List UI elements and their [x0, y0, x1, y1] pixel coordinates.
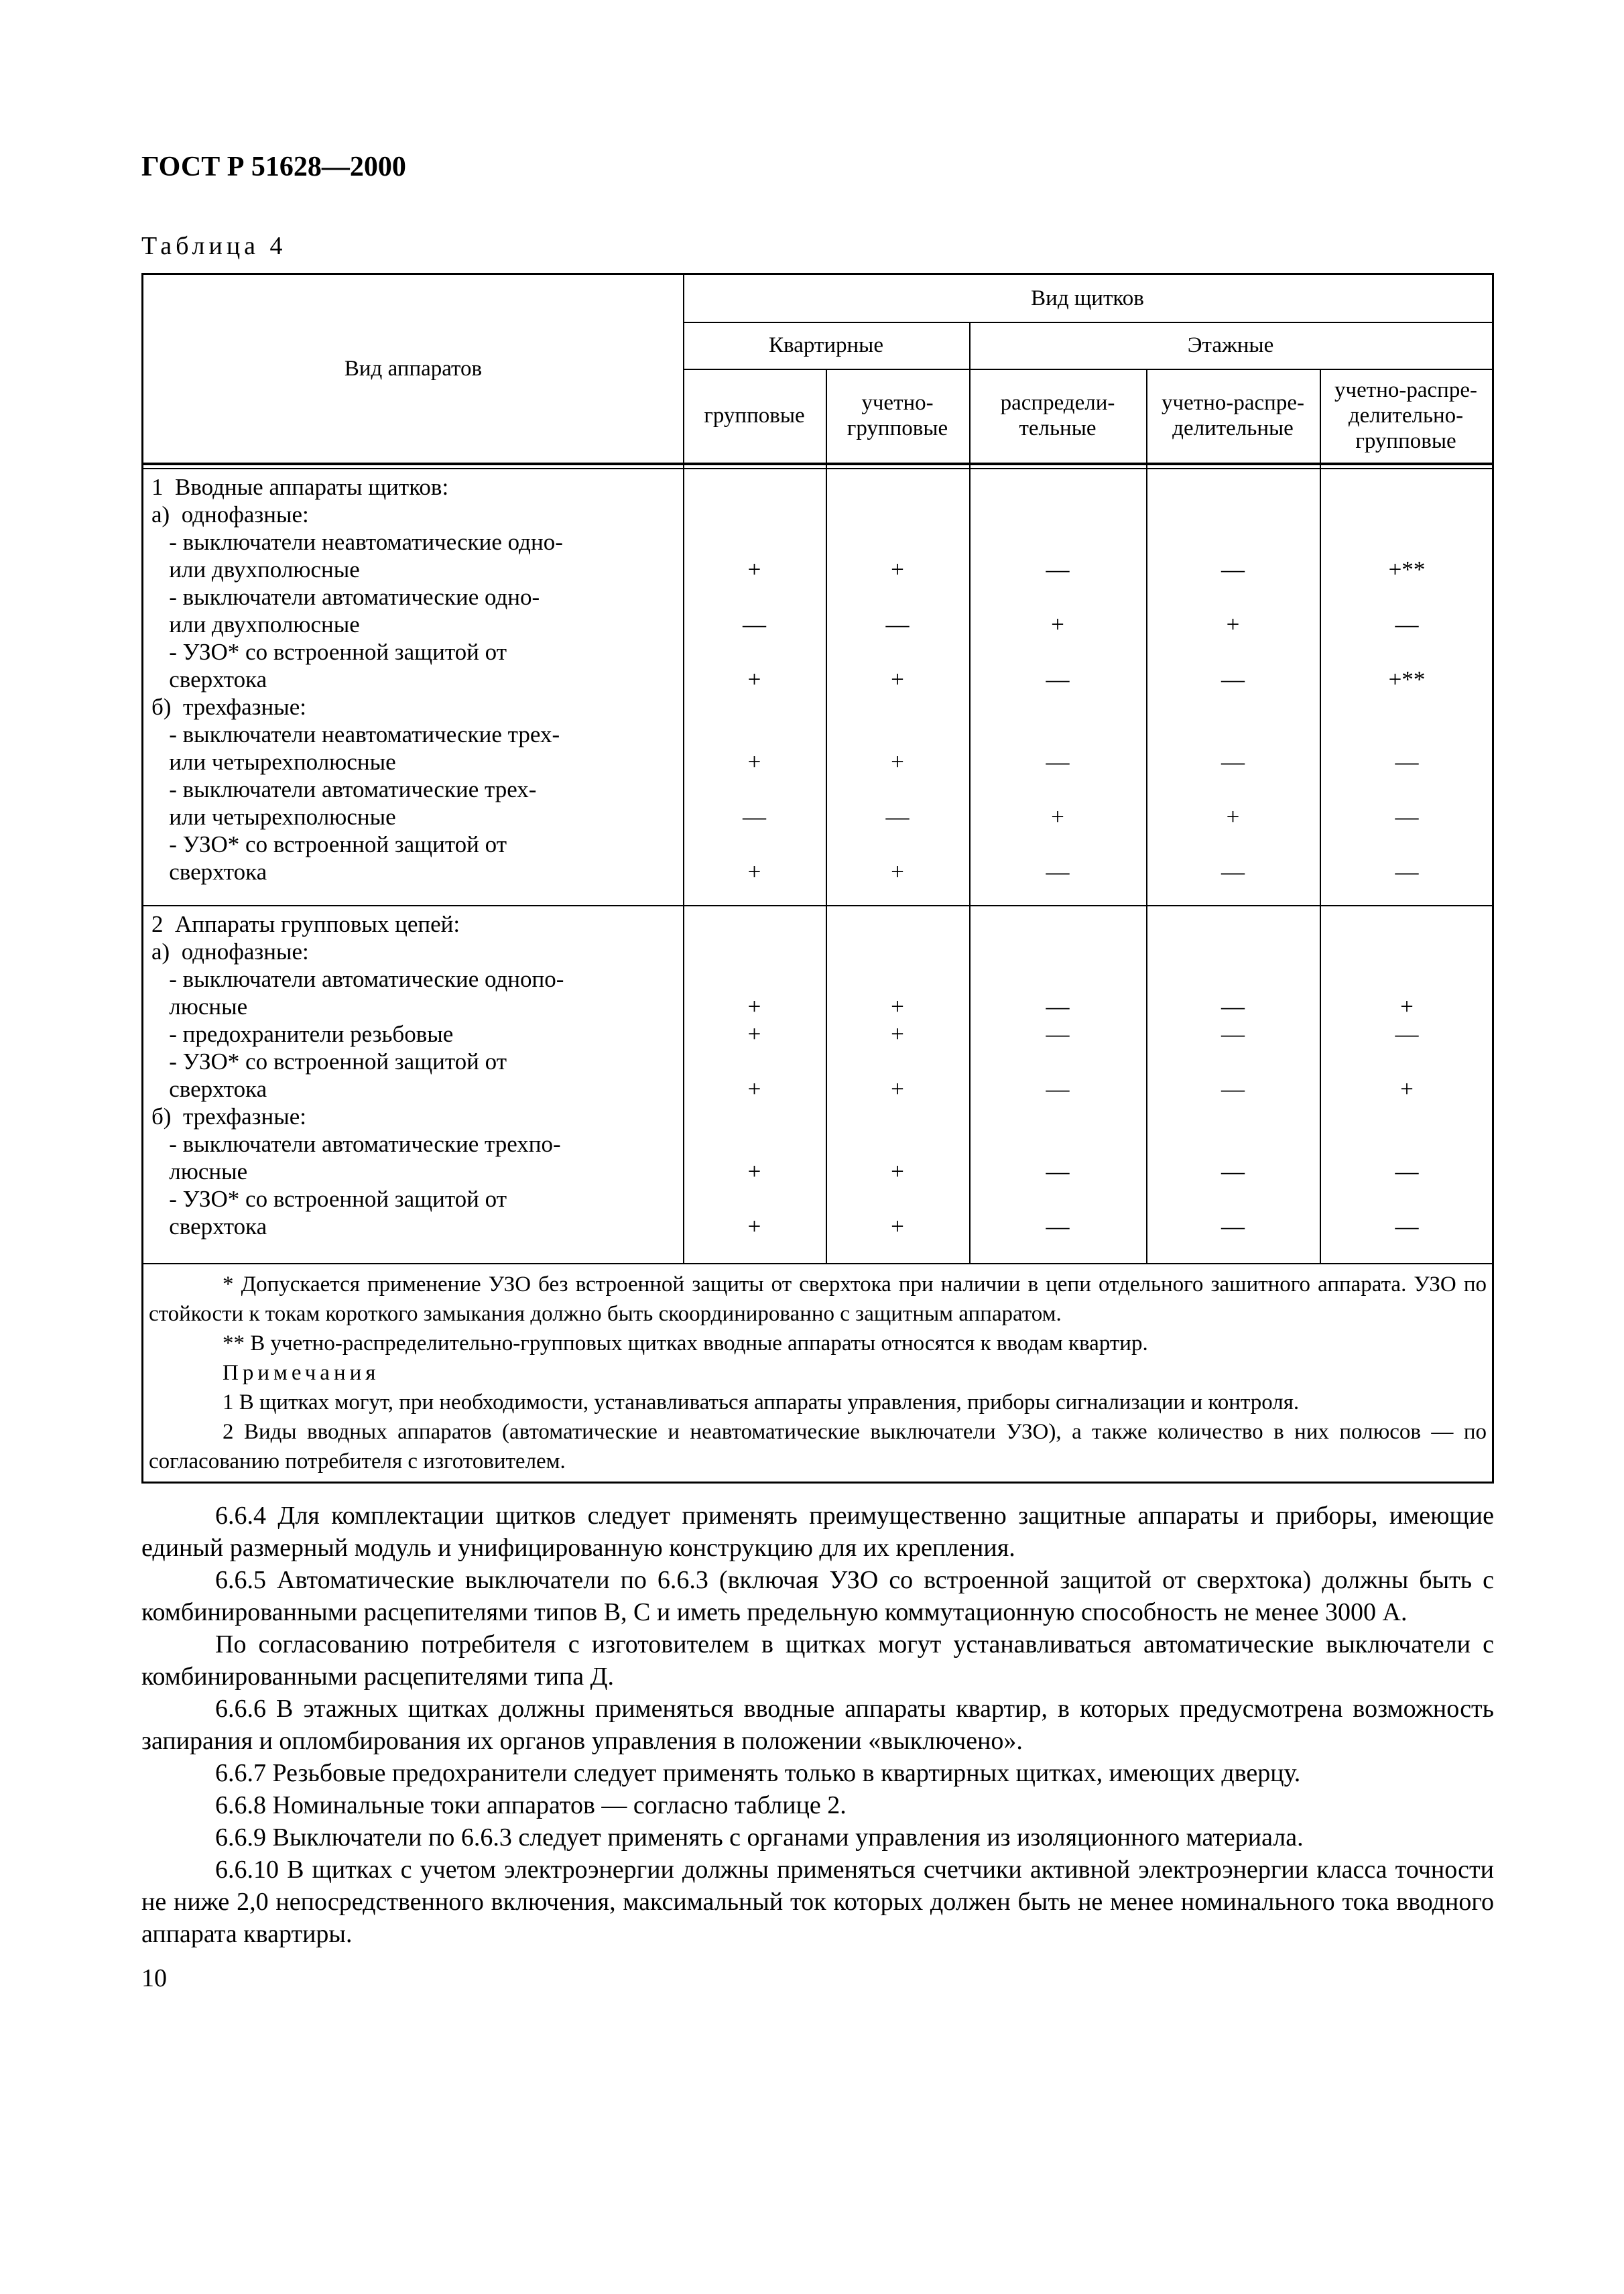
applicability-mark: +	[747, 859, 761, 885]
header-floor: Этажные	[1187, 333, 1274, 357]
row-label: или двухполюсные	[151, 556, 360, 583]
applicability-mark: —	[1221, 993, 1245, 1020]
row-label: сверхтока	[151, 666, 267, 692]
row-label: 2 Аппараты групповых цепей:	[151, 911, 460, 937]
applicability-mark: —	[1221, 749, 1245, 775]
row-label: а) однофазные:	[151, 939, 309, 965]
applicability-mark: +	[1226, 611, 1240, 638]
applicability-mark: +	[747, 1021, 761, 1047]
applicability-mark: +	[891, 1213, 904, 1240]
row-label: сверхтока	[151, 1213, 267, 1240]
applicability-mark: +	[747, 556, 761, 583]
applicability-mark: +**	[1388, 556, 1426, 583]
applicability-mark: —	[1046, 859, 1070, 885]
applicability-mark: +	[891, 556, 904, 583]
subheader-metering-distribution-group: учетно-распре-делительно-групповые	[1334, 378, 1477, 453]
applicability-mark: —	[1046, 1021, 1070, 1047]
row-label: или четырехполюсные	[151, 804, 396, 830]
applicability-mark: +	[1400, 993, 1414, 1020]
applicability-mark: +	[747, 1158, 761, 1185]
header-device-type: Вид аппаратов	[344, 357, 483, 381]
row-label: - УЗО* со встроенной защитой от	[151, 1048, 507, 1075]
notes-heading: Примечания	[223, 1361, 380, 1385]
clause-6-6-8: 6.6.8 Номинальные токи аппаратов — согласно таблице 2.	[215, 1791, 847, 1819]
applicability-mark: —	[1221, 556, 1245, 583]
clause-6-6-5-cont: По согласованию потребителя с изготовителем в щитках могут устанавливаться автоматические выключатели с комбинированными расцепителями типа Д.	[141, 1630, 1494, 1691]
row-label: - УЗО* со встроенной защитой от	[151, 639, 507, 665]
applicability-mark: —	[885, 804, 910, 830]
note-2: 2 Виды вводных аппаратов (автоматические и неавтоматические выключатели УЗО), а также количество в них полюсов — по согласованию потребителя с изготовителем.	[149, 1420, 1487, 1473]
applicability-mark: +	[747, 1076, 761, 1102]
applicability-mark: —	[743, 611, 766, 638]
note-footnote-1: * Допускается применение УЗО без встроенной защиты от сверхтока при наличии в цепи отдельного зашитного аппарата. УЗО по стойкости к токам короткого замыкания должно быть скоординированно с защитным аппаратом.	[149, 1272, 1487, 1326]
row-label: или двухполюсные	[151, 611, 360, 638]
applicability-mark: —	[1221, 859, 1245, 885]
applicability-mark: +	[747, 993, 761, 1020]
body-text	[141, 1500, 1494, 1950]
row-label: люсные	[151, 993, 248, 1020]
row-label: б) трехфазные:	[151, 694, 306, 720]
note-1: 1 В щитках могут, при необходимости, устанавливаться аппараты управления, приборы сигнализации и контроля.	[223, 1390, 1300, 1414]
subheader-metering-group: учетно-групповые	[847, 391, 948, 440]
table-4	[141, 273, 1494, 1484]
applicability-mark: +	[891, 1076, 904, 1102]
applicability-mark: —	[1395, 804, 1419, 830]
table-notes	[149, 1270, 1487, 1482]
header-apartment: Квартирные	[769, 333, 883, 357]
row-label: б) трехфазные:	[151, 1103, 306, 1130]
row-label: - предохранители резьбовые	[151, 1021, 454, 1047]
applicability-mark: +	[891, 993, 904, 1020]
applicability-mark: +	[747, 1213, 761, 1240]
applicability-mark: —	[1395, 1158, 1419, 1185]
row-label: - выключатели автоматические трехпо-	[151, 1131, 561, 1157]
row-label: а) однофазные:	[151, 501, 309, 528]
page-number: 10	[141, 1964, 167, 1992]
applicability-mark: —	[1395, 1213, 1419, 1240]
applicability-mark: +	[747, 749, 761, 775]
row-label: - выключатели автоматические одно-	[151, 584, 540, 610]
row-label: сверхтока	[151, 859, 267, 885]
page-content	[141, 273, 1494, 1993]
applicability-mark: —	[1221, 666, 1245, 692]
clause-6-6-5: 6.6.5 Автоматические выключатели по 6.6.3 (включая УЗО со встроенной защитой от сверхтока) должны быть с комбинированными расцепителями типов В, С и иметь предельную коммутационную способность не менее 3000 А.	[141, 1566, 1494, 1626]
applicability-mark: —	[1046, 993, 1070, 1020]
document-code: ГОСТ Р 51628—2000	[141, 152, 406, 182]
row-label: - выключатели неавтоматические одно-	[151, 529, 563, 555]
applicability-mark: —	[1046, 1076, 1070, 1102]
row-label: - УЗО* со встроенной защитой от	[151, 831, 507, 857]
row-label: 1 Вводные аппараты щитков:	[151, 474, 449, 500]
applicability-mark: +	[891, 666, 904, 692]
applicability-mark: +	[1051, 611, 1064, 638]
row-label: - УЗО* со встроенной защитой от	[151, 1186, 507, 1212]
row-label: сверхтока	[151, 1076, 267, 1102]
subheader-distribution: распредели-тельные	[1000, 391, 1115, 440]
applicability-mark: +**	[1388, 666, 1426, 692]
applicability-mark: —	[1395, 859, 1419, 885]
note-footnote-2: ** В учетно-распределительно-групповых щитках вводные аппараты относятся к вводам квартир.	[223, 1331, 1148, 1355]
applicability-mark: —	[1221, 1213, 1245, 1240]
applicability-mark: —	[1221, 1021, 1245, 1047]
applicability-mark: —	[1395, 1021, 1419, 1047]
applicability-mark: +	[891, 749, 904, 775]
applicability-mark: +	[1226, 804, 1240, 830]
table-caption: Таблица 4	[141, 232, 287, 260]
clause-6-6-6: 6.6.6 В этажных щитках должны применяться вводные аппараты квартир, в которых предусмотрена возможность запирания и опломбирования их органов управления в положении «выключено».	[141, 1695, 1494, 1755]
applicability-mark: +	[1400, 1076, 1414, 1102]
clause-6-6-9: 6.6.9 Выключатели по 6.6.3 следует применять с органами управления из изоляционного материала.	[215, 1823, 1304, 1852]
row-label: - выключатели неавтоматические трех-	[151, 721, 560, 747]
subheader-metering-distribution: учетно-распре-делительные	[1162, 391, 1304, 440]
applicability-mark: —	[1395, 611, 1419, 638]
clause-6-6-7: 6.6.7 Резьбовые предохранители следует применять только в квартирных щитках, имеющих дверцу.	[215, 1759, 1301, 1787]
applicability-mark: —	[743, 804, 766, 830]
row-label: или четырехполюсные	[151, 749, 396, 775]
applicability-mark: +	[747, 666, 761, 692]
applicability-mark: —	[1221, 1076, 1245, 1102]
applicability-mark: —	[1046, 1158, 1070, 1185]
applicability-mark: —	[1221, 1158, 1245, 1185]
applicability-mark: —	[1046, 666, 1070, 692]
row-label: - выключатели автоматические трех-	[151, 776, 537, 802]
row-label: люсные	[151, 1158, 248, 1185]
clause-6-6-4: 6.6.4 Для комплектации щитков следует применять преимущественно защитные аппараты и приборы, имеющие единый размерный модуль и унифицированную конструкцию для их крепления.	[141, 1502, 1494, 1562]
applicability-mark: —	[1046, 749, 1070, 775]
applicability-mark: +	[891, 1158, 904, 1185]
applicability-mark: +	[1051, 804, 1064, 830]
header-panel-type: Вид щитков	[1031, 286, 1144, 310]
applicability-mark: —	[1395, 749, 1419, 775]
subheader-group: групповые	[704, 404, 805, 428]
clause-6-6-10: 6.6.10 В щитках с учетом электроэнергии должны применяться счетчики активной электроэнергии класса точности не ниже 2,0 непосредственного включения, максимальный ток которых должен быть не менее номинального тока вводного аппарата квартиры.	[141, 1856, 1494, 1948]
applicability-mark: —	[885, 611, 910, 638]
applicability-mark: +	[891, 1021, 904, 1047]
applicability-mark: —	[1046, 556, 1070, 583]
applicability-mark: —	[1046, 1213, 1070, 1240]
applicability-mark: +	[891, 859, 904, 885]
row-label: - выключатели автоматические однопо-	[151, 966, 564, 992]
